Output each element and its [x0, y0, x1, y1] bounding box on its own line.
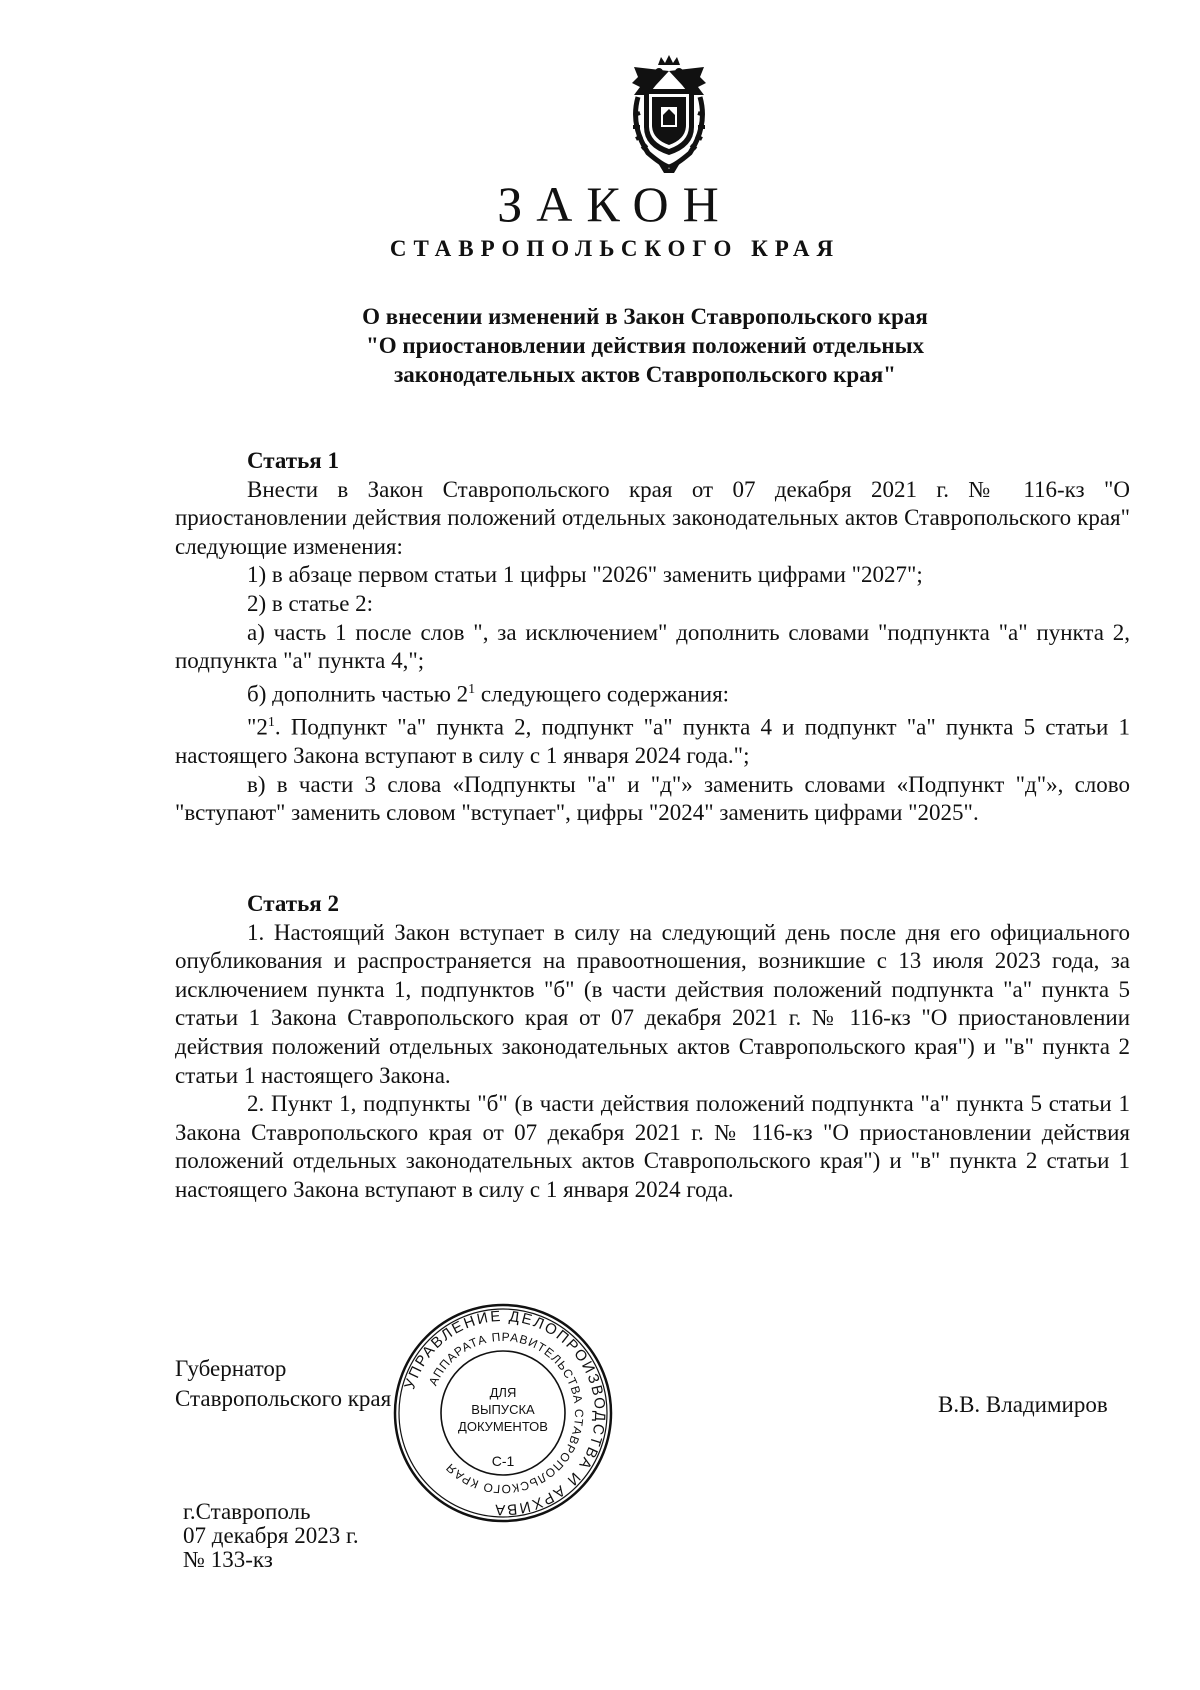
paragraph: Внести в Закон Ставропольского края от 07 декабря 2021 г. № 116-кз "О приостановлении действия положений отдельных законодательных актов Ставропольского края" следующие изменения:: [175, 476, 1130, 559]
article-1: [175, 447, 1130, 828]
superscript: 1: [267, 715, 275, 730]
stamp-outer-text: УПРАВЛЕНИЕ ДЕЛОПРОИЗВОДСТВА И АРХИВА: [401, 1307, 609, 1519]
paragraph: 1) в абзаце первом статьи 1 цифры "2026" заменить цифрами "2027";: [247, 562, 923, 588]
official-stamp: [392, 1302, 614, 1524]
document-meta: [183, 1500, 359, 1572]
role-line: Ставропольского края: [175, 1386, 392, 1411]
signatory-name: В.В. Владимиров: [938, 1392, 1108, 1417]
document-number: № 133-кз: [183, 1547, 273, 1572]
stamp-code: С-1: [491, 1453, 515, 1469]
document-heading: [230, 302, 1060, 389]
paragraph: 2) в статье 2:: [247, 590, 374, 616]
paragraph: [175, 676, 1130, 709]
document-date: 07 декабря 2023 г.: [183, 1523, 359, 1548]
paragraph: 2. Пункт 1, подпункты "б" (в части действия положений подпункта "а" пункта 5 статьи 1 Закона Ставропольского края от 07 декабря 2021 г. № 116-кз "О приостановлении действия положений отдельных законодательных актов Ставропольского края") и "в" пункта 2 статьи 1 настоящего Закона вступают в силу с 1 января 2024 года.: [175, 1091, 1130, 1202]
law-region: СТАВРОПОЛЬСКОГО КРАЯ: [389, 236, 841, 261]
superscript: 1: [468, 681, 476, 697]
paragraph: в) в части 3 слова «Подпункты "а" и "д"» заменить словами «Подпункт "д"», слово "вступают" заменить словом "вступает", цифры "2024" заменить цифрами "2025".: [175, 771, 1130, 826]
coat-of-arms-icon: [628, 55, 710, 173]
stamp-center-line: ДОКУМЕНТОВ: [458, 1419, 548, 1434]
heading-line: законодательных актов Ставропольского края": [394, 362, 896, 387]
article-2-title: Статья 2: [247, 891, 339, 916]
text-segment: б) дополнить частью 2: [247, 681, 469, 707]
stamp-center-line: ВЫПУСКА: [471, 1402, 535, 1417]
law-title: ЗАКОН: [497, 176, 733, 232]
role-line: Губернатор: [175, 1356, 287, 1381]
text-segment: следующего содержания:: [475, 681, 730, 707]
text-segment: . Подпункт "а" пункта 2, подпункт "а" пункта 4 и подпункт "а" пункта 5 статьи 1 настоящего Закона вступают в силу с 1 января 2024 года.";: [175, 714, 1130, 769]
paragraph: а) часть 1 после слов ", за исключением" дополнить словами "подпункта "а" пункта 2, подпункта "а" пункта 4,";: [175, 619, 1130, 674]
signatory-role: [175, 1354, 391, 1414]
heading-line: "О приостановлении действия положений отдельных: [365, 333, 925, 358]
paragraph: [175, 709, 1130, 771]
article-2: [175, 890, 1130, 1205]
heading-line: О внесении изменений в Закон Ставропольского края: [362, 304, 928, 329]
text-segment: "2: [247, 714, 268, 740]
paragraph: 1. Настоящий Закон вступает в силу на следующий день после дня его официального опубликования и распространяется на правоотношения, возникшие с 13 июля 2023 года, за исключением пункта 1, подпунктов "б" (в части действия положений подпункта "а" пункта 5 статьи 1 Закона Ставропольского края от 07 декабря 2021 г. № 116-кз "О приостановлении действия положений отдельных законодательных актов Ставропольского края") и "в" пункта 2 статьи 1 настоящего Закона.: [175, 919, 1130, 1088]
document-city: г.Ставрополь: [183, 1499, 311, 1524]
stamp-inner-text: АППАРАТА ПРАВИТЕЛЬСТВА СТАВРОПОЛЬСКОГО КРАЯ: [425, 1329, 587, 1497]
article-1-title: Статья 1: [247, 448, 339, 473]
stamp-center-line: ДЛЯ: [489, 1385, 517, 1400]
